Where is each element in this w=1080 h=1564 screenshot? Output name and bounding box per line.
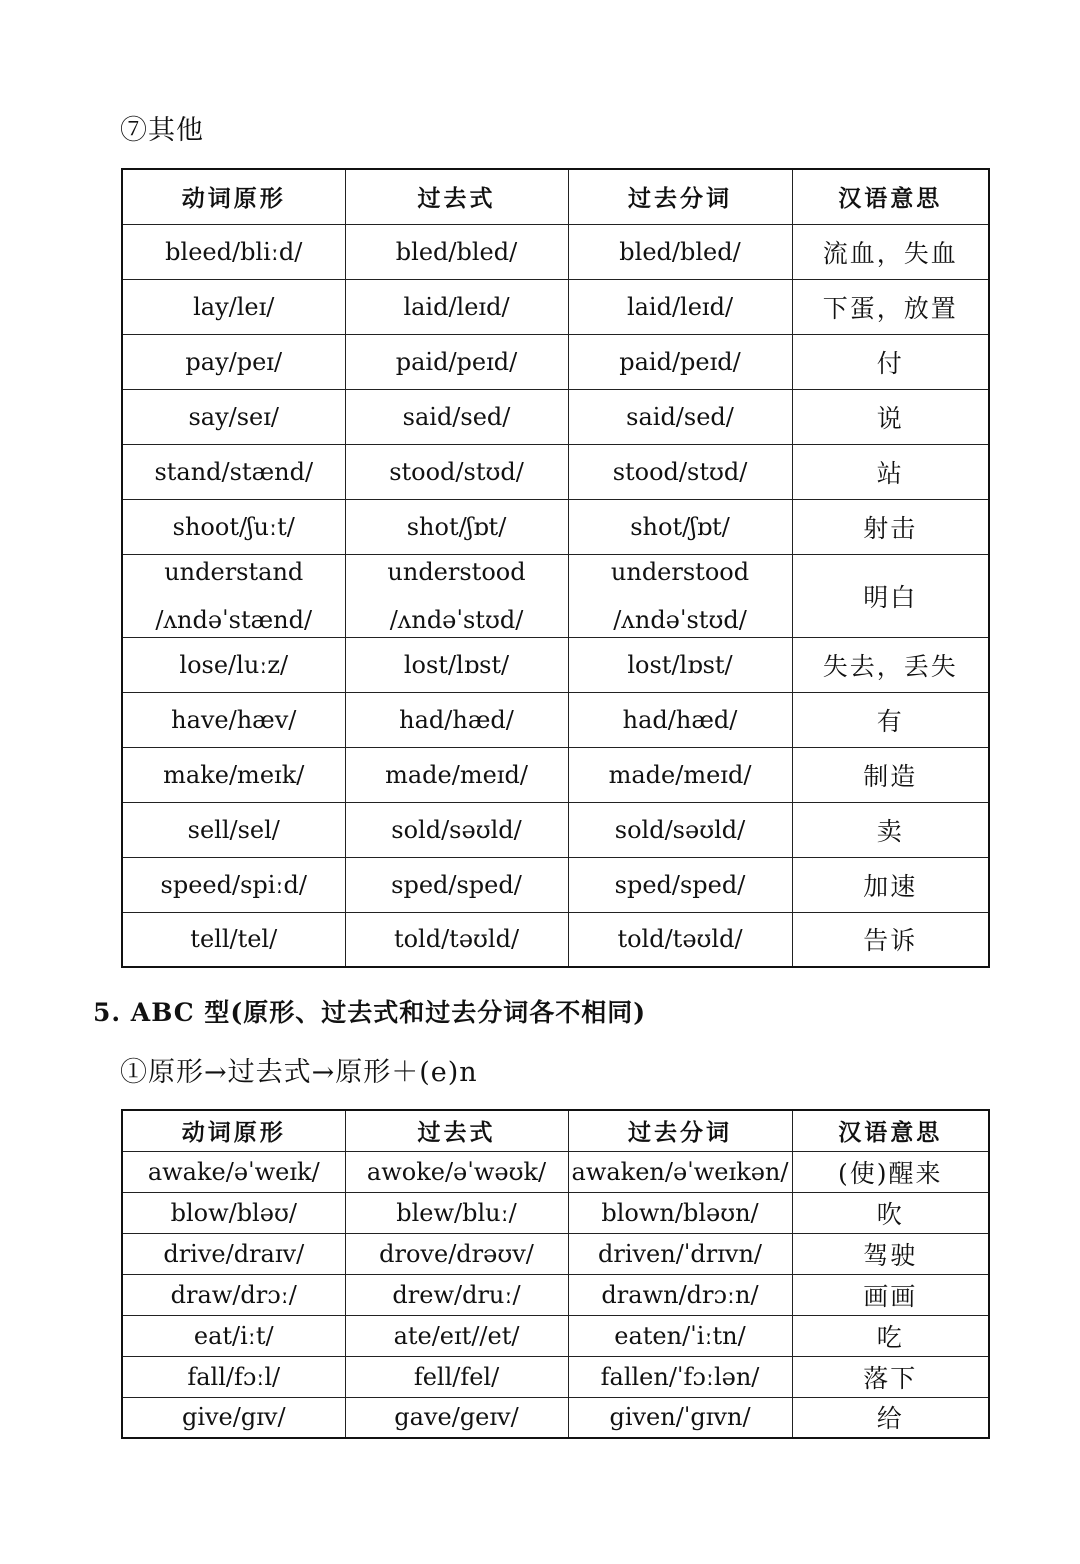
verb-table-abc [121, 1109, 990, 1439]
cell-chinese-meaning: 驾驶 [792, 1233, 989, 1274]
phonetic-text: /ʌndəˈstʊd/ [613, 605, 747, 634]
table-row [122, 554, 989, 637]
cell-base-form: draw/drɔː/ [122, 1274, 345, 1315]
table-row [122, 334, 989, 389]
cell-chinese-meaning: 制造 [792, 747, 989, 802]
table-row [122, 279, 989, 334]
table-row [122, 1192, 989, 1233]
cell-base-form: sell/sel/ [122, 802, 345, 857]
header-past-participle: 过去分词 [568, 169, 792, 224]
cell-chinese-meaning: 站 [792, 444, 989, 499]
cell-base-form: pay/peɪ/ [122, 334, 345, 389]
header-past-tense: 过去式 [345, 169, 568, 224]
table-header-row [122, 169, 989, 224]
cell-base-form: stand/stænd/ [122, 444, 345, 499]
cell-past-participle: stood/stʊd/ [568, 444, 792, 499]
cell-chinese-meaning: 射击 [792, 499, 989, 554]
cell-base-form: awake/əˈweɪk/ [122, 1151, 345, 1192]
word-text: understood [387, 557, 526, 586]
section-heading-other: ⑦其他 [120, 115, 204, 146]
cell-chinese-meaning: 卖 [792, 802, 989, 857]
cell-base-form: give/gɪv/ [122, 1397, 345, 1438]
cell-past-participle: awaken/əˈweɪkən/ [568, 1151, 792, 1192]
cell-base-form: lose/luːz/ [122, 637, 345, 692]
word-text: understand [164, 557, 304, 586]
cell-past-participle: given/ˈgɪvn/ [568, 1397, 792, 1438]
cell-base-form [122, 554, 345, 637]
section-subheading: ①原形→过去式→原形＋(e)n [120, 1057, 478, 1088]
cell-chinese-meaning: 告诉 [792, 912, 989, 967]
cell-base-form: drive/draɪv/ [122, 1233, 345, 1274]
cell-past-tense: fell/fel/ [345, 1356, 568, 1397]
cell-chinese-meaning: 有 [792, 692, 989, 747]
table-row [122, 747, 989, 802]
cell-past-tense: said/sed/ [345, 389, 568, 444]
cell-past-tense: paid/peɪd/ [345, 334, 568, 389]
cell-past-tense: stood/stʊd/ [345, 444, 568, 499]
cell-past-participle: said/sed/ [568, 389, 792, 444]
cell-base-form: fall/fɔːl/ [122, 1356, 345, 1397]
cell-past-participle: blown/bləʊn/ [568, 1192, 792, 1233]
cell-past-participle: made/meɪd/ [568, 747, 792, 802]
cell-past-participle: sped/sped/ [568, 857, 792, 912]
cell-base-form: say/seɪ/ [122, 389, 345, 444]
cell-past-tense: told/təʊld/ [345, 912, 568, 967]
cell-past-tense: bled/bled/ [345, 224, 568, 279]
table-row [122, 1274, 989, 1315]
header-chinese-meaning: 汉语意思 [792, 169, 989, 224]
cell-past-participle [568, 554, 792, 637]
table-row [122, 1151, 989, 1192]
cell-base-form: have/hæv/ [122, 692, 345, 747]
cell-base-form: shoot/ʃuːt/ [122, 499, 345, 554]
cell-past-tense: blew/bluː/ [345, 1192, 568, 1233]
cell-chinese-meaning: 付 [792, 334, 989, 389]
cell-past-participle: eaten/ˈiːtn/ [568, 1315, 792, 1356]
cell-past-tense: had/hæd/ [345, 692, 568, 747]
cell-past-tense: drew/druː/ [345, 1274, 568, 1315]
header-past-tense: 过去式 [345, 1110, 568, 1151]
table-row [122, 1397, 989, 1438]
cell-past-tense: laid/leɪd/ [345, 279, 568, 334]
table-row [122, 1315, 989, 1356]
cell-past-tense: lost/lɒst/ [345, 637, 568, 692]
cell-chinese-meaning: (使)醒来 [792, 1151, 989, 1192]
cell-chinese-meaning: 说 [792, 389, 989, 444]
table-row [122, 1233, 989, 1274]
header-past-participle: 过去分词 [568, 1110, 792, 1151]
cell-base-form: tell/tel/ [122, 912, 345, 967]
cell-past-tense [345, 554, 568, 637]
table-row [122, 224, 989, 279]
cell-past-tense: sold/səʊld/ [345, 802, 568, 857]
phonetic-text: /ʌndəˈstʊd/ [389, 605, 524, 634]
cell-chinese-meaning: 流血，失血 [792, 224, 989, 279]
cell-past-tense: shot/ʃɒt/ [345, 499, 568, 554]
phonetic-text: /ʌndəˈstænd/ [155, 605, 313, 634]
cell-past-tense: ate/eɪt//et/ [345, 1315, 568, 1356]
cell-past-tense: sped/sped/ [345, 857, 568, 912]
table-row [122, 637, 989, 692]
cell-past-participle: shot/ʃɒt/ [568, 499, 792, 554]
cell-base-form: make/meɪk/ [122, 747, 345, 802]
cell-chinese-meaning: 给 [792, 1397, 989, 1438]
cell-chinese-meaning: 加速 [792, 857, 989, 912]
cell-past-participle: sold/səʊld/ [568, 802, 792, 857]
cell-chinese-meaning: 明白 [792, 554, 989, 637]
cell-past-tense: drove/drəʊv/ [345, 1233, 568, 1274]
cell-chinese-meaning: 吹 [792, 1192, 989, 1233]
word-text: understood [610, 557, 750, 586]
table-header-row [122, 1110, 989, 1151]
cell-chinese-meaning: 吃 [792, 1315, 989, 1356]
header-base-form: 动词原形 [122, 169, 345, 224]
cell-chinese-meaning: 失去，丢失 [792, 637, 989, 692]
table-row [122, 857, 989, 912]
header-chinese-meaning: 汉语意思 [792, 1110, 989, 1151]
cell-past-tense: awoke/əˈwəʊk/ [345, 1151, 568, 1192]
cell-past-participle: paid/peɪd/ [568, 334, 792, 389]
cell-past-participle: laid/leɪd/ [568, 279, 792, 334]
table-row [122, 912, 989, 967]
section-heading-abc: 5. ABC 型(原形、过去式和过去分词各不相同) [93, 998, 647, 1027]
table-row [122, 389, 989, 444]
cell-past-participle: fallen/ˈfɔːlən/ [568, 1356, 792, 1397]
table-row [122, 1356, 989, 1397]
table-row [122, 692, 989, 747]
cell-past-participle: lost/lɒst/ [568, 637, 792, 692]
cell-base-form: eat/iːt/ [122, 1315, 345, 1356]
cell-chinese-meaning: 画画 [792, 1274, 989, 1315]
cell-past-tense: gave/geɪv/ [345, 1397, 568, 1438]
table-row [122, 444, 989, 499]
cell-chinese-meaning: 下蛋，放置 [792, 279, 989, 334]
cell-base-form: speed/spiːd/ [122, 857, 345, 912]
table-row [122, 499, 989, 554]
cell-past-tense: made/meɪd/ [345, 747, 568, 802]
cell-past-participle: driven/ˈdrɪvn/ [568, 1233, 792, 1274]
cell-chinese-meaning: 落下 [792, 1356, 989, 1397]
header-base-form: 动词原形 [122, 1110, 345, 1151]
cell-base-form: bleed/bliːd/ [122, 224, 345, 279]
cell-base-form: lay/leɪ/ [122, 279, 345, 334]
table-row [122, 802, 989, 857]
cell-past-participle: bled/bled/ [568, 224, 792, 279]
cell-base-form: blow/bləʊ/ [122, 1192, 345, 1233]
verb-table-other [121, 168, 990, 968]
cell-past-participle: told/təʊld/ [568, 912, 792, 967]
cell-past-participle: had/hæd/ [568, 692, 792, 747]
cell-past-participle: drawn/drɔːn/ [568, 1274, 792, 1315]
